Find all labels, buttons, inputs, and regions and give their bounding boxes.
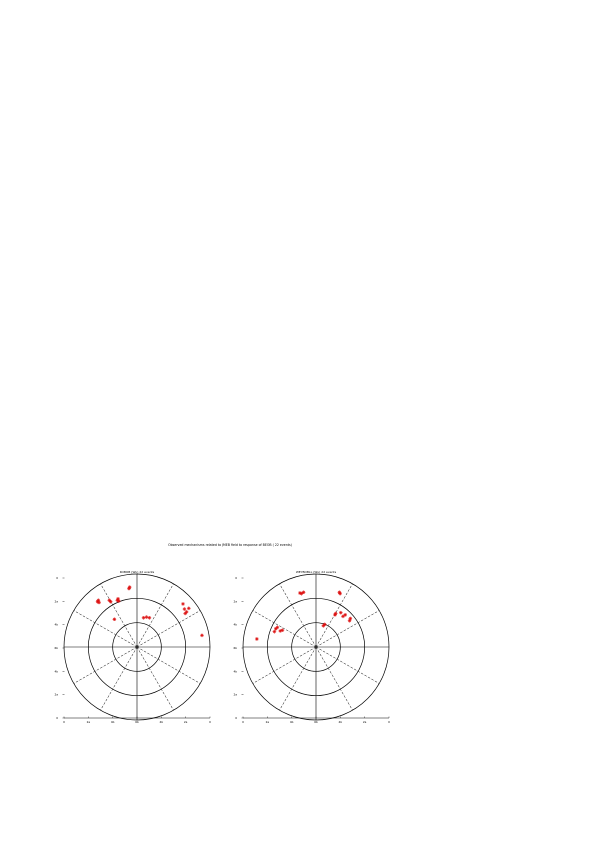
data-point (333, 613, 337, 617)
figure-title: Observed mechanisms related to JMEB field to response of BEOB ( 22 events) (168, 543, 292, 547)
data-point (255, 637, 259, 641)
polar-spoke (316, 611, 379, 648)
data-point (145, 615, 149, 619)
x-tick-label: 6b (135, 720, 139, 724)
polar-spoke (137, 647, 174, 710)
data-point (273, 630, 277, 634)
polar-plot-left (54, 570, 211, 724)
data-point (113, 617, 117, 621)
data-point (142, 616, 146, 620)
y-tick-label: 0 (235, 716, 237, 720)
y-tick-label: 2a (233, 599, 237, 604)
polar-plot-right (233, 570, 390, 724)
y-tick-label: 2a (233, 692, 237, 697)
y-tick-label: 6b (54, 646, 58, 650)
x-tick-label: 4b (338, 720, 343, 724)
data-point (109, 600, 113, 604)
y-tick-label: 6b (233, 646, 237, 650)
x-tick-label: 2a (183, 720, 188, 724)
x-tick-label: 0 (388, 720, 390, 724)
polar-spoke (101, 647, 138, 710)
polar-spoke (137, 584, 174, 647)
polar-spoke (316, 647, 379, 684)
y-tick-label: 0 (56, 716, 58, 720)
x-tick-label: 4b (159, 720, 164, 724)
x-tick-label: 2a (265, 720, 270, 724)
data-point (200, 634, 204, 638)
polar-spoke (280, 647, 317, 710)
x-tick-label: 0 (209, 720, 211, 724)
y-tick-label: 4b (233, 669, 237, 674)
y-tick-label: 2a (54, 692, 58, 697)
polar-spoke (137, 647, 200, 684)
data-point (183, 612, 187, 616)
data-point (339, 611, 343, 615)
data-point (322, 624, 326, 628)
data-point (181, 602, 185, 606)
y-tick-label: 2a (54, 599, 58, 604)
polar-spoke (253, 647, 316, 684)
polar-spoke (74, 611, 137, 648)
x-tick-label: 0 (63, 720, 65, 724)
x-tick-label: 2a (362, 720, 367, 724)
y-tick-label: 4b (54, 622, 58, 627)
polar-spoke (316, 647, 353, 710)
y-tick-label: 4b (54, 669, 58, 674)
y-tick-label: 0 (235, 576, 237, 580)
x-tick-label: 0 (242, 720, 244, 724)
data-point (148, 616, 152, 620)
data-point (187, 607, 191, 611)
polar-spoke (101, 584, 138, 647)
data-point (183, 607, 187, 611)
data-point (116, 597, 120, 601)
x-tick-label: 2a (86, 720, 91, 724)
panel-subtitle: WEYBOBLL (Wu) 22 events (295, 570, 337, 574)
y-tick-label: 4b (233, 622, 237, 627)
y-tick-label: 0 (56, 576, 58, 580)
data-point (96, 600, 100, 604)
x-tick-label: 4b (289, 720, 294, 724)
data-point (128, 585, 132, 589)
polar-spoke (280, 584, 317, 647)
x-tick-label: 4b (110, 720, 115, 724)
polar-spoke (253, 611, 316, 648)
x-tick-label: 6b (314, 720, 318, 724)
polar-spoke (74, 647, 137, 684)
panel-subtitle: KOBOB (Wu) 22 events (119, 570, 155, 574)
